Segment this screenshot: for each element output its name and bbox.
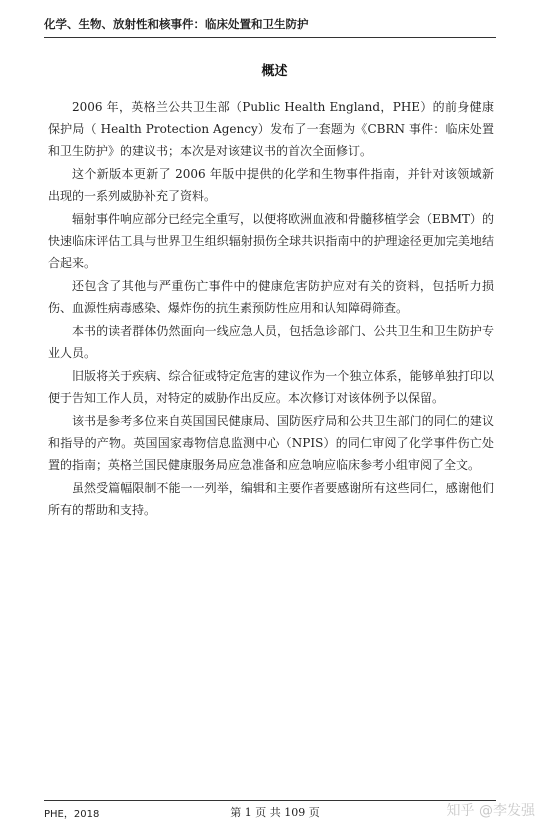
paragraph: 2006 年，英格兰公共卫生部（Public Health England，PHE）的前身健康保护局（ Health Protection Agency）发布了一套题为《CBRN 事件：临床处置和卫生防护》的建议书；本次是对该建议书的首次全面修订。 [48, 100, 494, 158]
paragraph: 旧版将关于疾病、综合征或特定危害的建议作为一个独立体系，能够单独打印以便于告知工作人员，对特定的威胁作出反应。本次修订对该体例予以保留。 [48, 369, 494, 405]
paragraph: 还包含了其他与严重伤亡事件中的健康危害防护应对有关的资料，包括听力损伤、血源性病毒感染、爆炸伤的抗生素预防性应用和认知障碍筛查。 [48, 279, 494, 315]
section-title: 概述 [261, 64, 288, 79]
footer-divider [44, 800, 496, 801]
body-text [48, 96, 494, 522]
paragraph: 这个新版本更新了 2006 年版中提供的化学和生物事件指南，并针对该领域新出现的一系列威胁补充了资料。 [48, 167, 494, 203]
paragraph: 本书的读者群体仍然面向一线应急人员，包括急诊部门、公共卫生和卫生防护专业人员。 [48, 324, 494, 360]
paragraph: 该书是参考多位来自英国国民健康局、国防医疗局和公共卫生部门的同仁的建议和指导的产物。英国国家毒物信息监测中心（NPIS）的同仁审阅了化学事件伤亡处置的指南；英格兰国民健康服务局应急准备和应急响应临床参考小组审阅了全文。 [48, 414, 494, 472]
header-divider [44, 37, 496, 38]
footer-publisher: PHE，2018 [44, 809, 100, 820]
paragraph: 辐射事件响应部分已经完全重写，以便将欧洲血液和骨髓移植学会（EBMT）的快速临床评估工具与世界卫生组织辐射损伤全球共识指南中的护理途径更加完美地结合起来。 [48, 212, 494, 270]
watermark: 知乎 @李发强 [446, 803, 535, 819]
running-header: 化学、生物、放射性和核事件：临床处置和卫生防护 [44, 17, 309, 31]
page-number: 第 1 页 共 109 页 [230, 806, 320, 819]
paragraph: 虽然受篇幅限制不能一一列举，编辑和主要作者要感谢所有这些同仁，感谢他们所有的帮助和支持。 [48, 481, 494, 517]
